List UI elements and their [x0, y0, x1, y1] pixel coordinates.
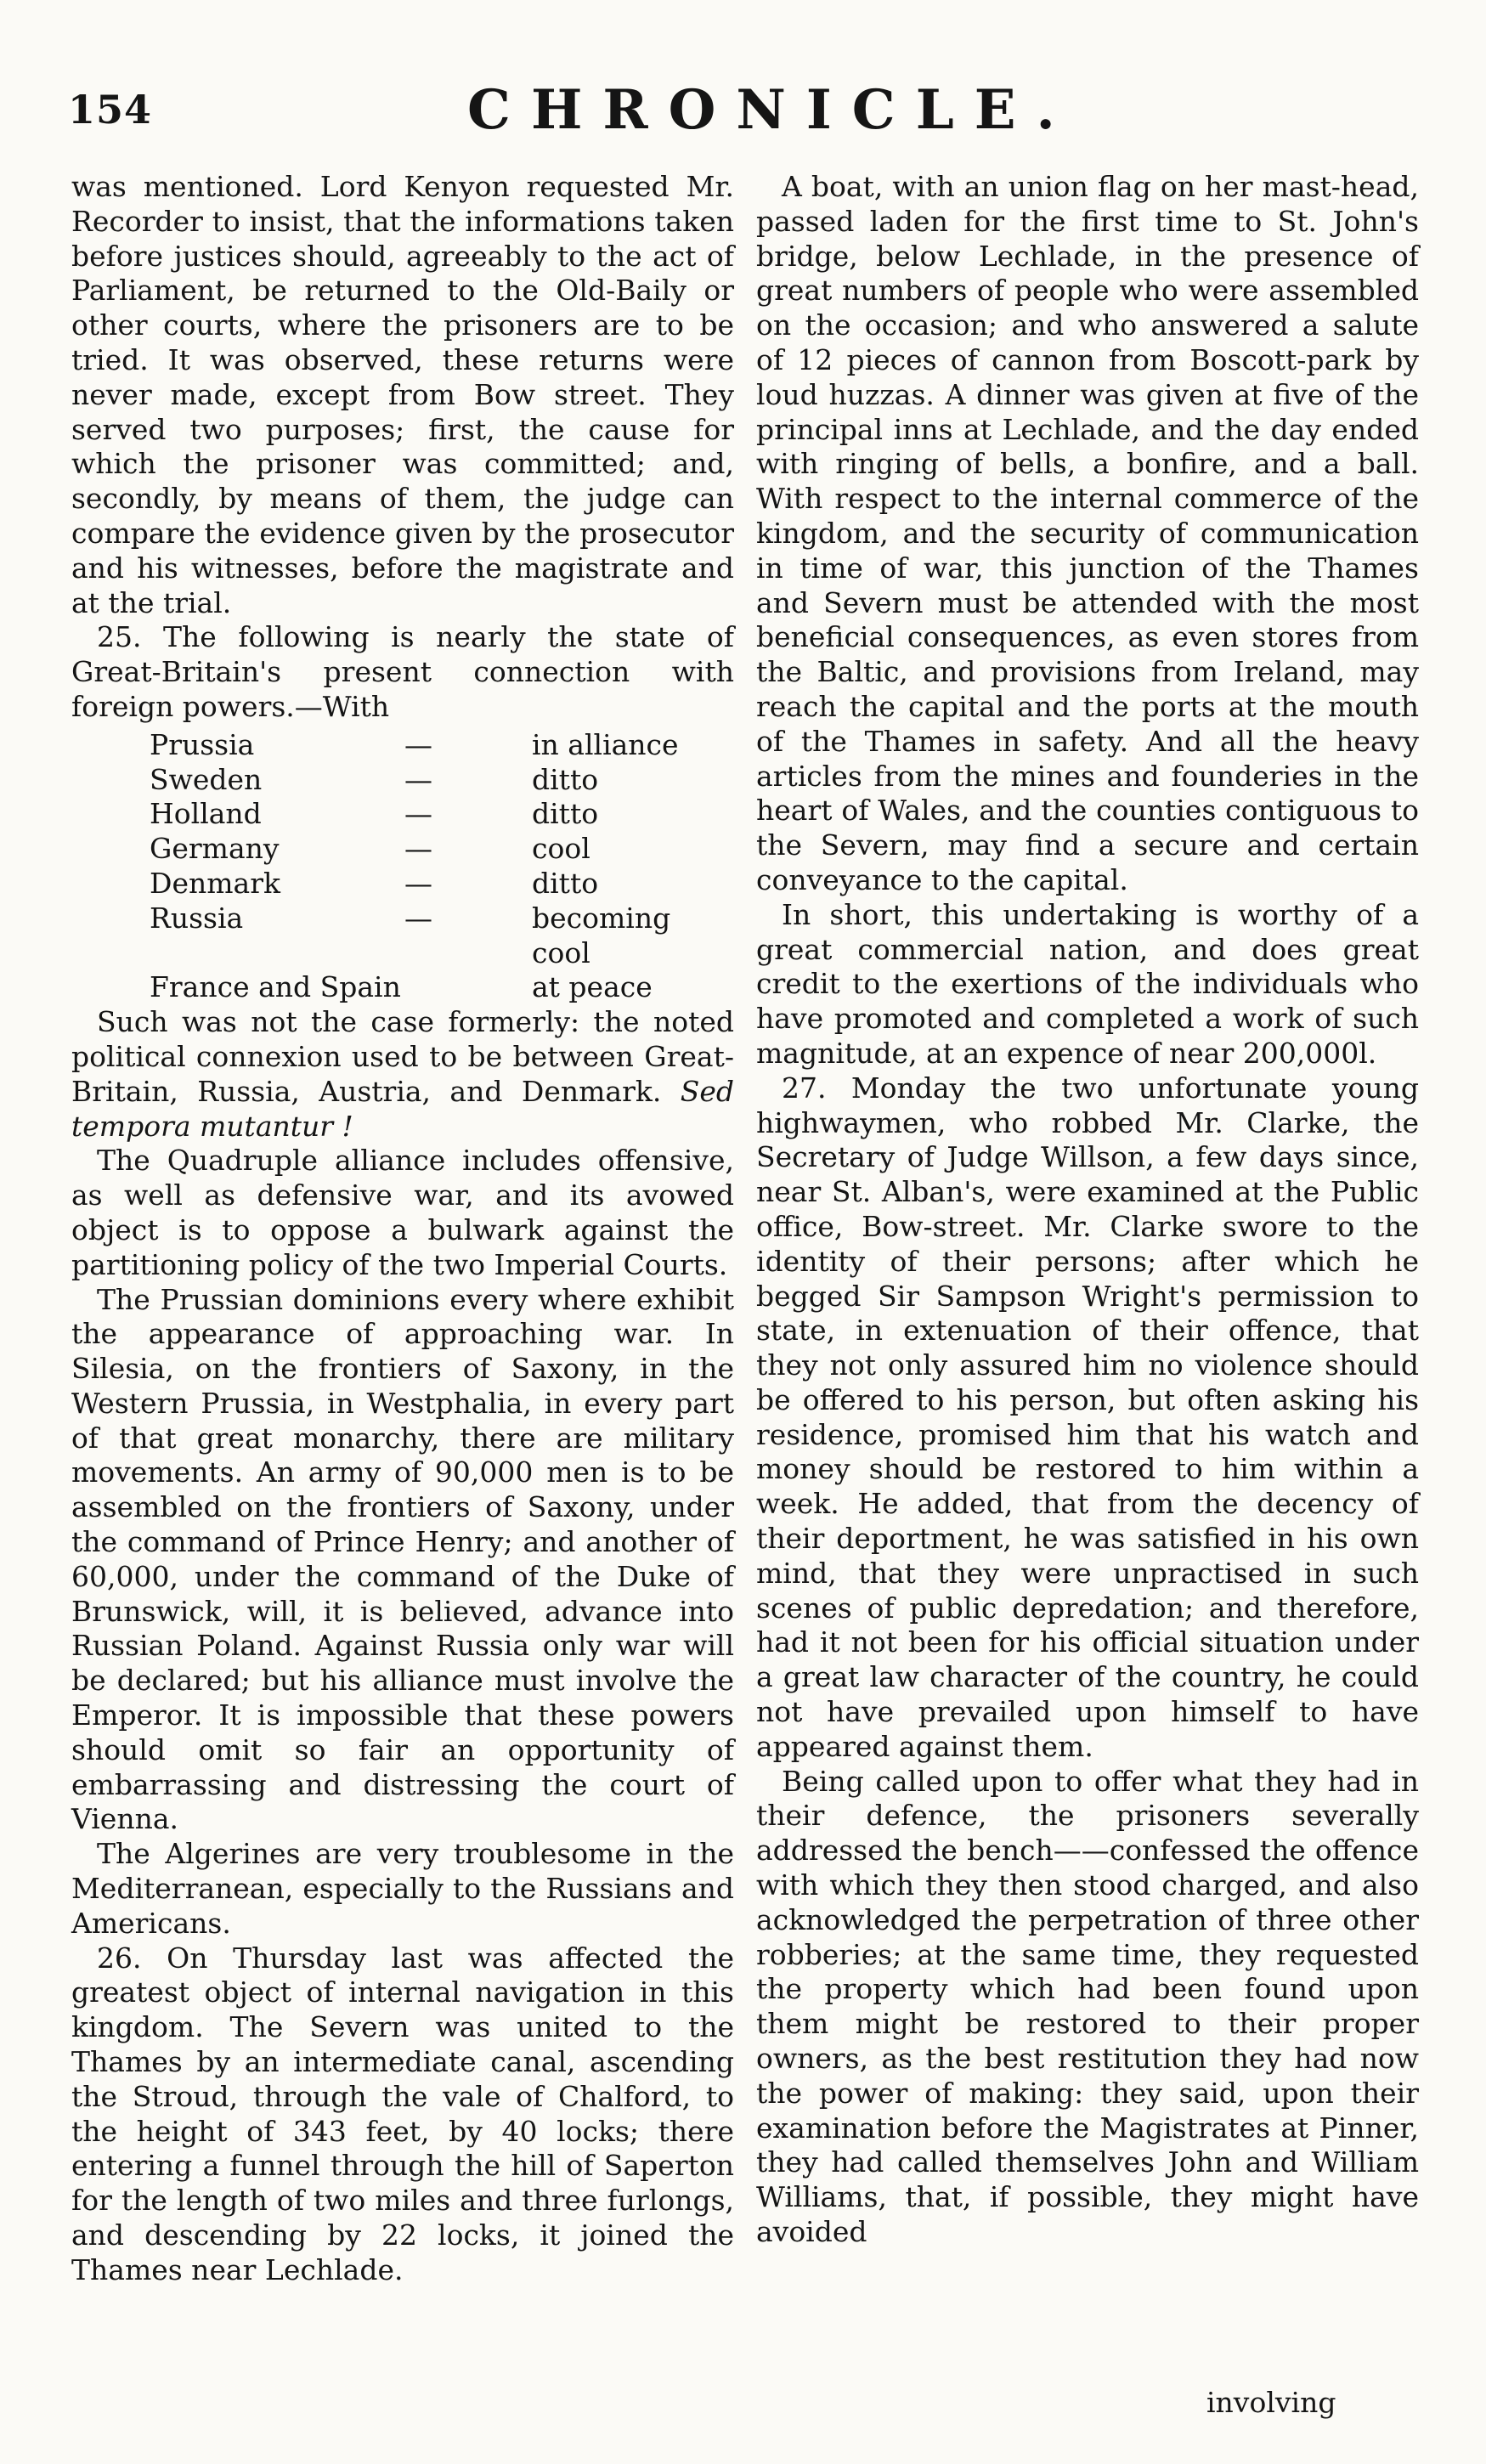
paragraph-defence: Being called upon to offer what they had in their defence, the prisoners severally addressed the bench——confessed the offence with which they then stood charged, and also acknowledged the perpetration of three other robberies; at the same time, they requested the property which had been found upon them might be restored to their proper owners, as the best restitution they had now the power of making: they said, upon their examination before the Magistrates at Pinner, they had called themselves John and William Williams, that, if possible, they might have avoided [756, 1764, 1419, 2249]
status-cell: ditto [532, 866, 599, 900]
status-cell: becoming cool [532, 901, 671, 969]
status-cell: cool [532, 832, 590, 866]
catchword: involving [1206, 2386, 1336, 2419]
page-number: 154 [68, 87, 153, 133]
table-row [150, 970, 727, 1005]
paragraph-prussian-dominions: The Prussian dominions every where exhibit the appearance of approaching war. In Silesia, on the frontiers of Saxony, in the Western Prussia, in Westphalia, in every part of that great monarchy, there are military movements. An army of 90,000 men is to be assembled on the frontiers of Saxony, under the command of Prince Henry; and another of 60,000, under the command of the Duke of Brunswick, will, it is believed, advance into Russian Poland. Against Russia only war will be declared; but his alliance must involve the Emperor. It is impossible that these powers should omit so fair an opportunity of embarrassing and distressing the court of Vienna. [71, 1282, 734, 1836]
left-column [71, 170, 734, 2288]
dash-cell [404, 970, 532, 1005]
country-cell: France and Spain [150, 970, 401, 1004]
table-row [150, 901, 727, 971]
running-title: CHRONICLE. [467, 78, 1076, 142]
paragraph-highwaymen: 27. Monday the two unfortunate young highwaymen, who robbed Mr. Clarke, the Secretary of Judge Willson, a few days since, near St. Alban's, were examined at the Public office, Bow-street. Mr. Clarke swore to the identity of their persons; after which he begged Sir Sampson Wright's permission to state, in extenuation of their offence, that they not only assured him no violence should be offered to his person, but often asking his residence, promised him that his watch and money should be restored to him within a week. He added, that from the decency of their deportment, he was satisfied in his own mind, that they were unpractised in such scenes of public depredation; and therefore, had it not been for his official situation under a great law character of the country, he could not have prevailed upon himself to have appeared against them. [756, 1071, 1419, 1763]
paragraph-canal: 26. On Thursday last was affected the greatest object of internal navigation in this kingdom. The Severn was united to the Thames by an intermediate canal, ascending the Stroud, through the vale of Chalford, to the height of 343 feet, by 40 locks; there entering a funnel through the hill of Saperton for the length of two miles and three furlongs, and descending by 22 locks, it joined the Thames near Lechlade. [71, 1941, 734, 2286]
country-cell: Prussia [150, 727, 255, 761]
country-cell: Holland [150, 797, 262, 831]
paragraph-former-connexion [71, 1005, 734, 1144]
table-row [150, 797, 727, 832]
foreign-powers-table [150, 728, 727, 1005]
dash-cell: — [404, 797, 432, 831]
paragraph-boat: A boat, with an union flag on her mast-head, passed laden for the first time to St. John's bridge, below Lechlade, in the presence of great numbers of people who were assembled on the occasion; and who answered a salute of 12 pieces of cannon from Boscott-park by loud huzzas. A dinner was given at five of the principal inns at Lechlade, and the day ended with ringing of bells, a bonfire, and a ball. With respect to the internal commerce of the kingdom, and the security of communication in time of war, this junction of the Thames and Severn must be attended with the most beneficial consequences, as even stores from the Baltic, and provisions from Ireland, may reach the capital and the ports at the mouth of the Thames in safety. And all the heavy articles from the mines and founderies in the heart of Wales, and the counties contiguous to the Severn, may find a secure and certain conveyance to the capital. [756, 170, 1419, 896]
country-cell: Sweden [150, 762, 263, 796]
status-cell: ditto [532, 762, 599, 796]
dash-cell: — [404, 762, 432, 796]
paragraph-kenyon: was mentioned. Lord Kenyon requested Mr. Recorder to insist, that the informations taken before justices should, agreeably to the act of Parliament, be returned to the Old-Baily or other courts, where the prisoners are to be tried. It was observed, these returns were never made, except from Bow street. They served two purposes; first, the cause for which the prisoner was committed; and, secondly, by means of them, the judge can compare the evidence given by the prosecutor and his witnesses, before the magistrate and at the trial. [71, 170, 734, 619]
country-cell: Germany [150, 832, 280, 866]
table-row [150, 867, 727, 901]
right-column [756, 170, 1419, 2250]
dash-cell: — [404, 832, 432, 866]
former-connexion-text: Such was not the case formerly: the noted political connexion used to be between Great-Britain, Russia, Austria, and Denmark. [71, 1005, 734, 1108]
latin-phrase: Sed tempora mutantur ! [71, 1074, 734, 1143]
paragraph-connections-intro: 25. The following is nearly the state of Great-Britain's present connection with foreign powers.—With [71, 620, 734, 723]
paragraph-algerines: The Algerines are very troublesome in the Mediterranean, especially to the Russians and Americans. [71, 1837, 734, 1940]
country-cell: Denmark [150, 866, 280, 900]
country-cell: Russia [150, 901, 244, 935]
table-row [150, 728, 727, 763]
dash-cell: — [404, 901, 432, 935]
paragraph-undertaking: In short, this undertaking is worthy of a great commercial nation, and does great credit to the exertions of the individuals who have promoted and completed a work of such magnitude, at an expence of near 200,000l. [756, 897, 1419, 1070]
status-cell: at peace [532, 970, 653, 1004]
status-cell: in alliance [532, 727, 679, 761]
paragraph-quadruple-alliance: The Quadruple alliance includes offensive, as well as defensive war, and its avowed object is to oppose a bulwark against the partitioning policy of the two Imperial Courts. [71, 1144, 734, 1281]
dash-cell: — [404, 727, 432, 761]
status-cell: ditto [532, 797, 599, 831]
table-row [150, 763, 727, 798]
page-header [68, 78, 1410, 155]
dash-cell: — [404, 866, 432, 900]
table-row [150, 832, 727, 867]
